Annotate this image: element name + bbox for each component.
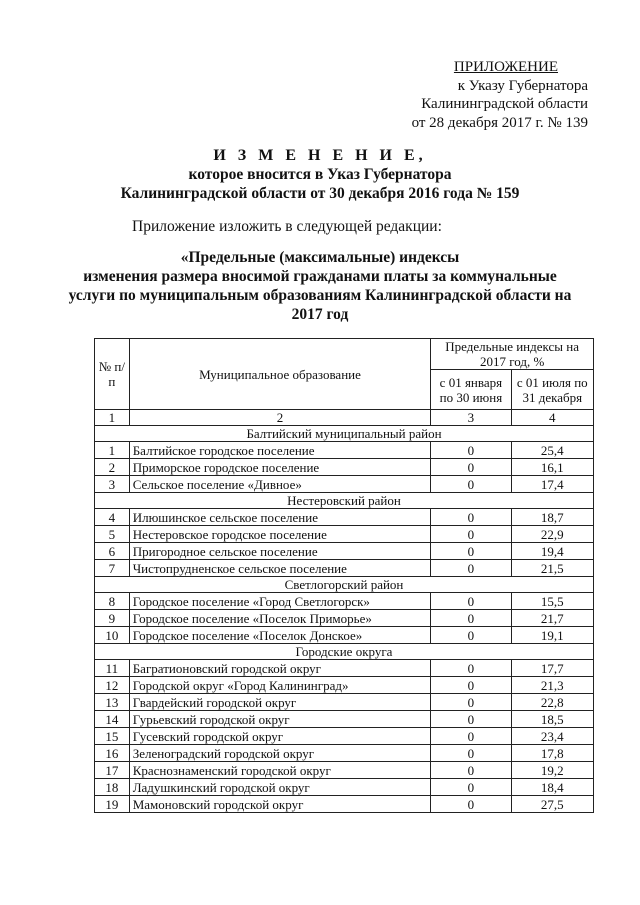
index-second-half: 17,8 [511,745,593,762]
amendment-title: И З М Е Н Е Н И Е, [213,147,427,164]
index-first-half: 0 [431,779,511,796]
column-number-row [95,410,594,426]
municipality-name: Приморское городское поселение [129,459,431,476]
municipality-name: Илюшинское сельское поселение [129,509,431,526]
index-second-half: 21,3 [511,677,593,694]
group-title: Светлогорский район [95,577,594,593]
municipality-name: Сельское поселение «Дивное» [129,476,431,493]
table-row [95,442,594,459]
group-header-row [95,577,594,593]
table-row [95,526,594,543]
column-number: 4 [511,410,593,426]
column-number: 3 [431,410,511,426]
municipality-name: Краснознаменский городской округ [129,762,431,779]
municipality-name: Нестеровское городское поселение [129,526,431,543]
group-header-row [95,493,594,509]
municipality-name: Пригородное сельское поселение [129,543,431,560]
index-first-half: 0 [431,677,511,694]
row-number: 9 [95,610,130,627]
municipality-name: Чистопрудненское сельское поселение [129,560,431,577]
index-first-half: 0 [431,543,511,560]
table-row [95,476,594,493]
municipality-name: Зеленоградский городской округ [129,745,431,762]
index-second-half: 23,4 [511,728,593,745]
row-number: 3 [95,476,130,493]
header-indices: Предельные индексы на 2017 год, % [431,339,594,370]
index-second-half: 21,5 [511,560,593,577]
index-second-half: 17,7 [511,660,593,677]
indices-table [94,338,594,813]
row-number: 16 [95,745,130,762]
index-first-half: 0 [431,694,511,711]
group-title: Балтийский муниципальный район [95,426,594,442]
municipality-name: Городское поселение «Поселок Донское» [129,627,431,644]
row-number: 8 [95,593,130,610]
index-second-half: 16,1 [511,459,593,476]
index-second-half: 22,9 [511,526,593,543]
appendix-line: Калининградской области [421,96,588,112]
index-second-half: 18,4 [511,779,593,796]
table-row [95,593,594,610]
index-first-half: 0 [431,711,511,728]
row-number: 13 [95,694,130,711]
municipality-name: Мамоновский городской округ [129,796,431,813]
table-row [95,711,594,728]
municipality-name: Багратионовский городской округ [129,660,431,677]
row-number: 18 [95,779,130,796]
municipality-name: Балтийское городское поселение [129,442,431,459]
municipality-name: Городское поселение «Поселок Приморье» [129,610,431,627]
index-first-half: 0 [431,610,511,627]
index-first-half: 0 [431,476,511,493]
column-number: 1 [95,410,130,426]
index-first-half: 0 [431,745,511,762]
row-number: 5 [95,526,130,543]
index-second-half: 19,4 [511,543,593,560]
table-row [95,728,594,745]
row-number: 4 [95,509,130,526]
index-first-half: 0 [431,526,511,543]
row-number: 11 [95,660,130,677]
index-first-half: 0 [431,560,511,577]
row-number: 1 [95,442,130,459]
index-second-half: 19,1 [511,627,593,644]
index-second-half: 15,5 [511,593,593,610]
table-row [95,660,594,677]
column-number: 2 [129,410,431,426]
municipality-name: Гвардейский городской округ [129,694,431,711]
amendment-subtitle: Калининградской области от 30 декабря 2016 года № 159 [120,185,520,202]
amendment-heading [0,146,640,203]
row-number: 12 [95,677,130,694]
row-number: 17 [95,762,130,779]
index-second-half: 19,2 [511,762,593,779]
table-row [95,694,594,711]
row-number: 6 [95,543,130,560]
index-second-half: 18,7 [511,509,593,526]
index-first-half: 0 [431,593,511,610]
document-title-line: услуги по муниципальным образованиям Калининградской области на [68,287,572,304]
index-first-half: 0 [431,728,511,745]
group-header-row [95,644,594,660]
group-header-row [95,426,594,442]
table-row [95,677,594,694]
row-number: 14 [95,711,130,728]
index-first-half: 0 [431,796,511,813]
municipality-name: Ладушкинский городской округ [129,779,431,796]
document-title-line: «Предельные (максимальные) индексы [180,249,460,266]
header-number: № п/п [95,339,130,410]
row-number: 15 [95,728,130,745]
table-row [95,543,594,560]
index-first-half: 0 [431,660,511,677]
municipality-name: Гурьевский городской округ [129,711,431,728]
municipality-name: Городской округ «Город Калининград» [129,677,431,694]
amendment-subtitle: которое вносится в Указ Губернатора [188,166,452,183]
index-first-half: 0 [431,442,511,459]
document-title-line: изменения размера вносимой гражданами платы за коммунальные [83,268,557,285]
table-row [95,745,594,762]
index-second-half: 22,8 [511,694,593,711]
group-title: Нестеровский район [95,493,594,509]
appendix-line: к Указу Губернатора [457,77,588,94]
table-row [95,796,594,813]
municipality-name: Гусевский городской округ [129,728,431,745]
row-number: 19 [95,796,130,813]
table-row [95,459,594,476]
document-title-line: 2017 год [291,306,349,323]
document-title [0,248,640,324]
index-second-half: 25,4 [511,442,593,459]
table-row [95,762,594,779]
appendix-title: ПРИЛОЖЕНИЕ [453,59,558,75]
table-row [95,627,594,644]
header-municipality: Муниципальное образование [129,339,431,410]
header-second-half: с 01 июля по 31 декабря [511,370,593,410]
index-first-half: 0 [431,627,511,644]
header-first-half: с 01 января по 30 июня [431,370,511,410]
appendix-date: от 28 декабря 2017 г. № 139 [411,114,588,131]
group-title: Городские округа [95,644,594,660]
table-header-row [95,339,594,370]
index-second-half: 21,7 [511,610,593,627]
table-row [95,509,594,526]
index-second-half: 27,5 [511,796,593,813]
intro-text: Приложение изложить в следующей редакции: [132,218,442,235]
index-first-half: 0 [431,762,511,779]
index-second-half: 17,4 [511,476,593,493]
row-number: 2 [95,459,130,476]
table-row [95,779,594,796]
appendix-block [412,58,588,132]
index-second-half: 18,5 [511,711,593,728]
municipality-name: Городское поселение «Город Светлогорск» [129,593,431,610]
row-number: 7 [95,560,130,577]
row-number: 10 [95,627,130,644]
table-row [95,610,594,627]
table-row [95,560,594,577]
index-first-half: 0 [431,459,511,476]
index-first-half: 0 [431,509,511,526]
